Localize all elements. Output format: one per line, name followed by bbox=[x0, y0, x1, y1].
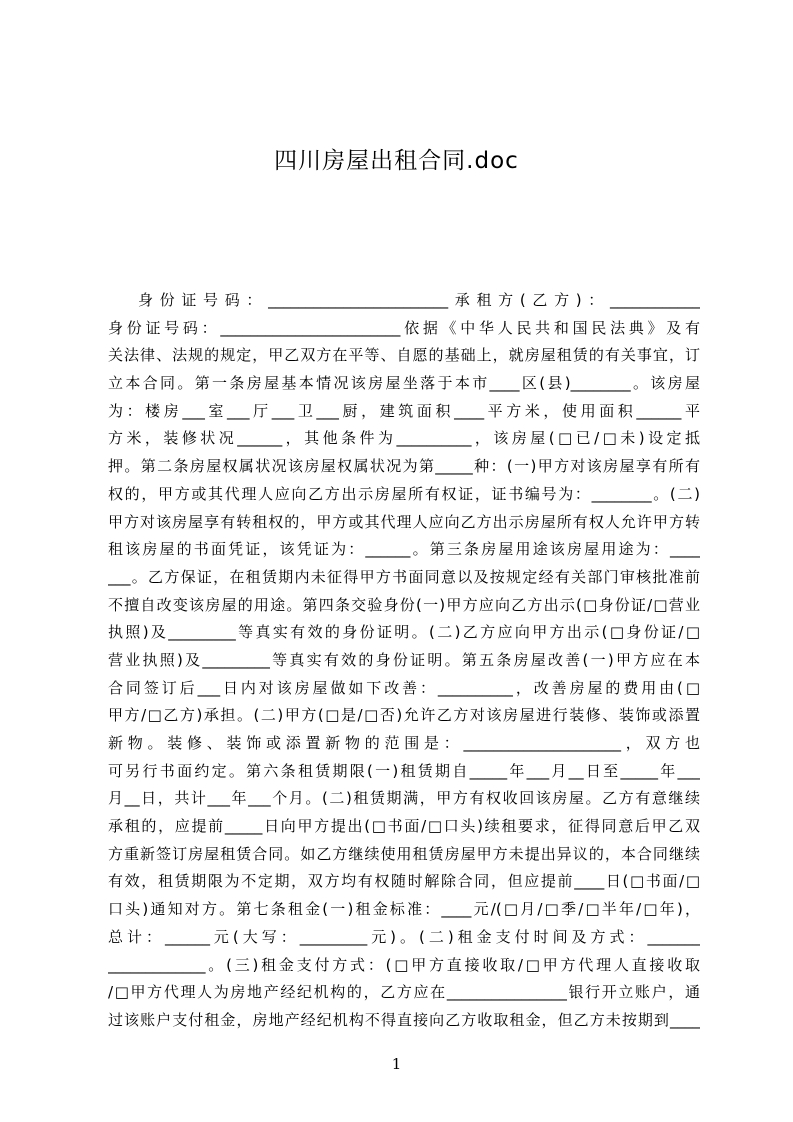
text-line: 关法律、法规的规定，甲乙双方在平等、自愿的基础上，就房屋租赁的有关事宜，订 bbox=[108, 346, 700, 365]
text-line: 押。第二条房屋权属状况该房屋权属状况为第_____种：(一)甲方对该房屋享有所有 bbox=[108, 457, 700, 476]
document-title: 四川房屋出租合同.doc bbox=[274, 148, 519, 174]
text-line: 方米，装修状况______，其他条件为__________，该房屋(□已/□未)设定抵 bbox=[108, 429, 700, 448]
text-line: 总计：______元(大写：_________元)。(二)租金支付时间及方式：_______ bbox=[108, 927, 700, 946]
text-line: 身份证号码：________________________承租方(乙方)：____________ bbox=[138, 291, 700, 309]
text-line: 权的，甲方或其代理人应向乙方出示房屋所有权证，证书编号为：________。(二) bbox=[108, 484, 700, 503]
text-line: _____________。(三)租金支付方式：(□甲方直接收取/□甲方代理人直接收取 bbox=[108, 955, 700, 974]
text-line: 可另行书面约定。第六条租赁期限(一)租赁期自_____年___月__日至_____年___ bbox=[108, 761, 700, 780]
text-line: 立本合同。第一条房屋基本情况该房屋坐落于本市____区(县)________。该房屋 bbox=[108, 374, 700, 393]
text-line: 过该账户支付租金，房地产经纪机构不得直接向乙方收取租金，但乙方未按期到____ bbox=[108, 1010, 700, 1029]
text-line: 甲方/□乙方)承担。(二)甲方(□是/□否)允许乙方对该房屋进行装修、装饰或添置 bbox=[108, 706, 700, 725]
text-line: 承租的，应提前_____日向甲方提出(□书面/□口头)续租要求，征得同意后甲乙双 bbox=[108, 817, 700, 836]
text-line: 有效，租赁期限为不定期，双方均有权随时解除合同，但应提前____日(□书面/□ bbox=[108, 872, 700, 891]
page-number: 1 bbox=[391, 1055, 402, 1073]
text-line: 租该房屋的书面凭证，该凭证为：______。第三条房屋用途该房屋用途为：____ bbox=[108, 540, 700, 559]
text-line: 执照)及_________等真实有效的身份证明。(二)乙方应向甲方出示(□身份证/□ bbox=[108, 623, 700, 642]
text-line: 甲方对该房屋享有转租权的，甲方或其代理人应向乙方出示房屋所有权人允许甲方转 bbox=[108, 512, 700, 531]
text-line: /□甲方代理人为房地产经纪机构的，乙方应在________________银行开立账户，通 bbox=[108, 983, 700, 1002]
text-line: 不擅自改变该房屋的用途。第四条交验身份(一)甲方应向乙方出示(□身份证/□营业 bbox=[108, 595, 700, 614]
text-line: 为：楼房___室___厅___卫___厨，建筑面积____平方米，使用面积______平 bbox=[108, 401, 700, 420]
text-line: 口头)通知对方。第七条租金(一)租金标准：____元/(□月/□季/□半年/□年)， bbox=[108, 900, 700, 919]
text-line: 月__日，共计___年___个月。(二)租赁期满，甲方有权收回该房屋。乙方有意继续 bbox=[108, 789, 700, 808]
contract-body bbox=[108, 287, 700, 1035]
text-line: ___。乙方保证，在租赁期内未征得甲方书面同意以及按规定经有关部门审核批准前 bbox=[108, 567, 700, 586]
text-line: 身份证号码：________________________依据《中华人民共和国民法典》及有 bbox=[108, 318, 700, 337]
text-line: 合同签订后___日内对该房屋做如下改善：__________，改善房屋的费用由(□ bbox=[108, 678, 700, 697]
text-line: 方重新签订房屋租赁合同。如乙方继续使用租赁房屋甲方未提出异议的，本合同继续 bbox=[108, 844, 700, 863]
text-line: 新物。装修、装饰或添置新物的范围是：_____________________，双方也 bbox=[108, 734, 700, 752]
text-line: 营业执照)及_________等真实有效的身份证明。第五条房屋改善(一)甲方应在本 bbox=[108, 650, 700, 669]
